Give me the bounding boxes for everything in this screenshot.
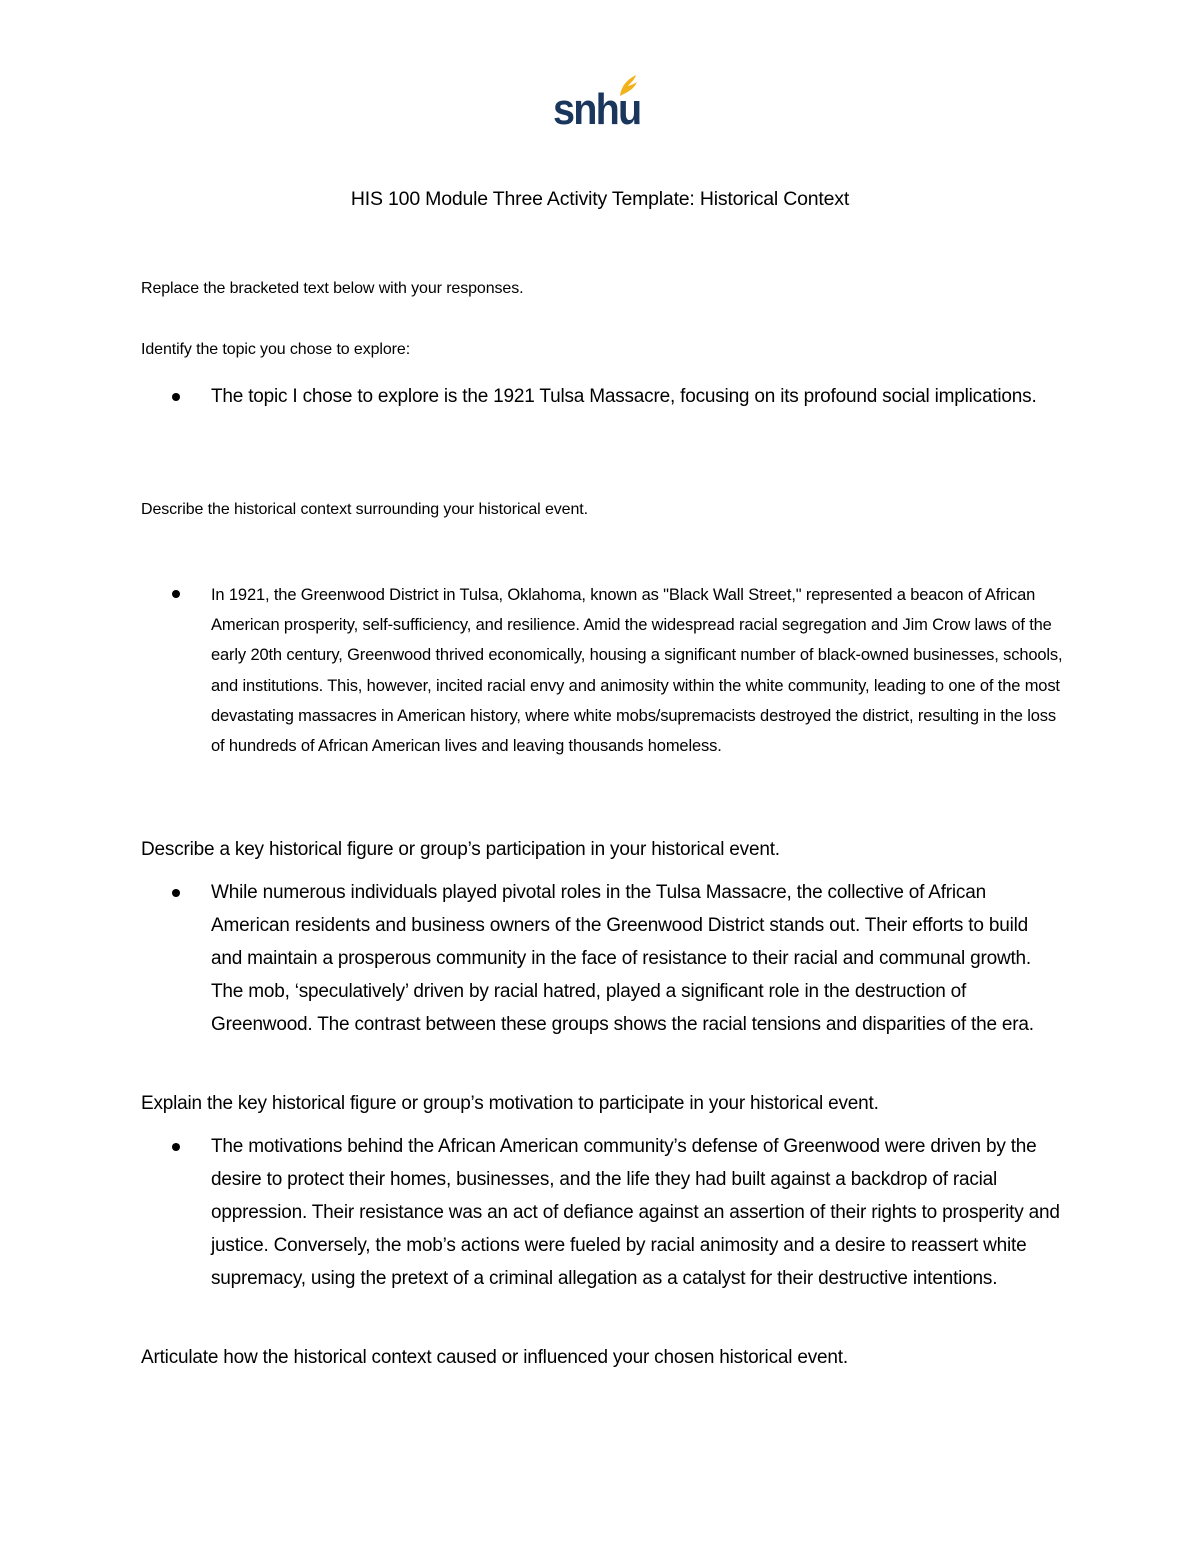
- prompt-historical-context: Describe the historical context surrounding your historical event.: [141, 501, 588, 518]
- instructions: Replace the bracketed text below with your responses.: [141, 280, 524, 297]
- snhu-logo: [553, 74, 643, 136]
- prompt-key-figure-motivation: Explain the key historical figure or group’s motivation to participate in your historical event.: [141, 1093, 879, 1114]
- logo-text: snhu: [553, 85, 641, 134]
- bullet-icon: [172, 393, 208, 401]
- prompt-context-influence: Articulate how the historical context caused or influenced your chosen historical event.: [141, 1347, 848, 1368]
- document-title: HIS 100 Module Three Activity Template: Historical Context: [350, 188, 850, 210]
- bullet-icon: [172, 1143, 208, 1151]
- bullet-icon: [172, 889, 208, 897]
- response-topic: The topic I chose to explore is the 1921 Tulsa Massacre, focusing on its profound social implications.: [211, 386, 1037, 407]
- response-historical-context: In 1921, the Greenwood District in Tulsa, Oklahoma, known as "Black Wall Street," represented a beacon of African American prosperity, self-sufficiency, and resilience. Amid the widespread racial segregation and Jim Crow laws of the early 20th century, Greenwood thrived economically, housing a significant number of black-owned businesses, schools, and institutions. This, however, incited racial envy and animosity within the white community, leading to one of the most devastating massacres in American history, where white mobs/supremacists destroyed the district, resulting in the loss of hundreds of African American lives and leaving thousands homeless.: [211, 586, 1063, 756]
- response-key-figure-participation: While numerous individuals played pivotal roles in the Tulsa Massacre, the collective of African American residents and business owners of the Greenwood District stands out. Their efforts to build and maintain a prosperous community in the face of resistance to their racial and communal growth. The mob, ‘speculatively’ driven by racial hatred, played a significant role in the destruction of Greenwood. The contrast between these groups shows the racial tensions and disparities of the era.: [211, 882, 1034, 1035]
- prompt-key-figure-participation: Describe a key historical figure or group’s participation in your historical event.: [141, 839, 780, 860]
- response-key-figure-motivation: The motivations behind the African American community’s defense of Greenwood were driven by the desire to protect their homes, businesses, and the life they had built against a backdrop of racial oppression. Their resistance was an act of defiance against an assertion of their rights to prosperity and justice. Conversely, the mob’s actions were fueled by racial animosity and a desire to reassert white supremacy, using the pretext of a criminal allegation as a catalyst for their destructive intentions.: [211, 1136, 1060, 1289]
- prompt-topic: Identify the topic you chose to explore:: [141, 341, 411, 358]
- bullet-icon: [172, 590, 208, 598]
